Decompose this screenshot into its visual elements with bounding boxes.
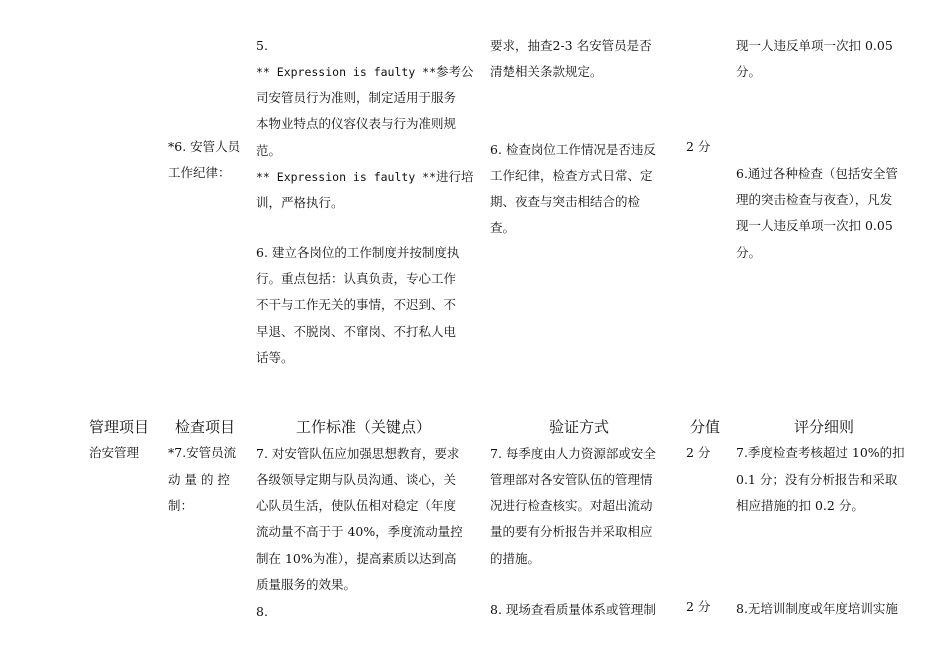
verify-line: 量的要有分析报告并采取相应 (490, 524, 653, 539)
header-score-detail: 评分细则 (794, 418, 855, 436)
verify-line: 管理部对各安管队伍的管理情 (490, 472, 653, 487)
standard-line: 不干与工作无关的事情，不迟到、不 (256, 297, 457, 312)
standard-line: 心队员生活，使队伍相对稳定（年度 (256, 498, 457, 513)
standard-line: 7. 对安管队伍应加强思想教育，要求 (256, 446, 460, 461)
standard-line: 流动量不高于于 40%，季度流动量控 (256, 524, 463, 539)
standard-line: 质量服务的效果。 (256, 577, 357, 592)
verify-line: 况进行检查核实。对超出流动 (490, 498, 653, 513)
check-item-line: 工作纪律： (168, 165, 231, 180)
verify-line: 查。 (490, 220, 516, 235)
score-line: 相应措施的扣 0.2 分。 (736, 498, 864, 513)
header-verification: 验证方式 (549, 418, 610, 436)
score-line-item8: 8.无培训制度或年度培训实施 (736, 601, 898, 616)
points-value: 2 分 (686, 139, 711, 154)
standard-line: 早退、不脱岗、不窜岗、不打私人电 (256, 324, 457, 339)
score-line: 分。 (736, 64, 762, 79)
check-item-line: *7.安管员流 (168, 445, 237, 460)
standard-text: 进行培 (436, 169, 474, 184)
score-line: 6.通过各种检查（包括安全管 (736, 166, 898, 181)
score-line: 理的突击检查与夜查），凡发 (736, 192, 893, 207)
standard-line (256, 59, 474, 85)
verify-line: 的措施。 (490, 551, 541, 566)
standard-line: 5. (256, 38, 268, 53)
header-work-standard: 工作标准（关键点） (296, 418, 432, 436)
check-item-line: *6. 安管人员 (168, 139, 241, 154)
score-line: 现一人违反单项一次扣 0.05 (736, 38, 893, 53)
verify-line: 7. 每季度由人力资源部或安全 (490, 446, 656, 461)
score-line: 现一人违反单项一次扣 0.05 (736, 218, 893, 233)
standard-line: 本物业特点的仪容仪表与行为准则规 (256, 116, 457, 131)
standard-line: 行。重点包括：认真负责，专心工作 (256, 271, 457, 286)
score-line: 7.季度检查考核超过 10%的扣 (736, 445, 905, 460)
points-value: 2 分 (686, 599, 711, 614)
verify-line: 清楚相关条款规定。 (490, 64, 603, 79)
verify-line: 期、夜查与突击相结合的检 (490, 194, 641, 209)
standard-line: 司安管员行为准则，制定适用于服务 (256, 90, 457, 105)
check-item-line: 制： (168, 498, 194, 513)
standard-line: 各级领导定期与队员沟通、谈心，关 (256, 472, 457, 487)
standard-line: 话等。 (256, 350, 294, 365)
standard-line (256, 164, 474, 190)
header-check-item: 检查项目 (175, 418, 236, 436)
verify-line: 工作纪律，检查方式日常、定 (490, 168, 653, 183)
verify-line-item8: 8. 现场查看质量体系或管理制 (490, 602, 656, 617)
standard-line-item8: 8. (256, 604, 268, 619)
verify-line: 要求，抽查2-3 名安管员是否 (490, 38, 652, 53)
management-item-value: 治安管理 (89, 445, 140, 460)
header-points: 分值 (690, 418, 721, 436)
points-value: 2 分 (686, 445, 711, 460)
expression-error: ** Expression is faulty ** (256, 170, 437, 184)
standard-line: 训，严格执行。 (256, 195, 344, 210)
standard-text: 参考公 (436, 64, 474, 79)
score-line: 分。 (736, 245, 762, 260)
standard-line: 范。 (256, 143, 282, 158)
expression-error: ** Expression is faulty ** (256, 65, 437, 79)
standard-line: 6. 建立各岗位的工作制度并按制度执 (256, 245, 460, 260)
standard-line: 制在 10%为准），提高素质以达到高 (256, 551, 457, 566)
check-item-line: 动 量 的 控 (168, 472, 230, 487)
verify-line: 6. 检查岗位工作情况是否违反 (490, 142, 656, 157)
score-line: 0.1 分；没有分析报告和采取 (736, 472, 898, 487)
header-management-item: 管理项目 (89, 418, 150, 436)
